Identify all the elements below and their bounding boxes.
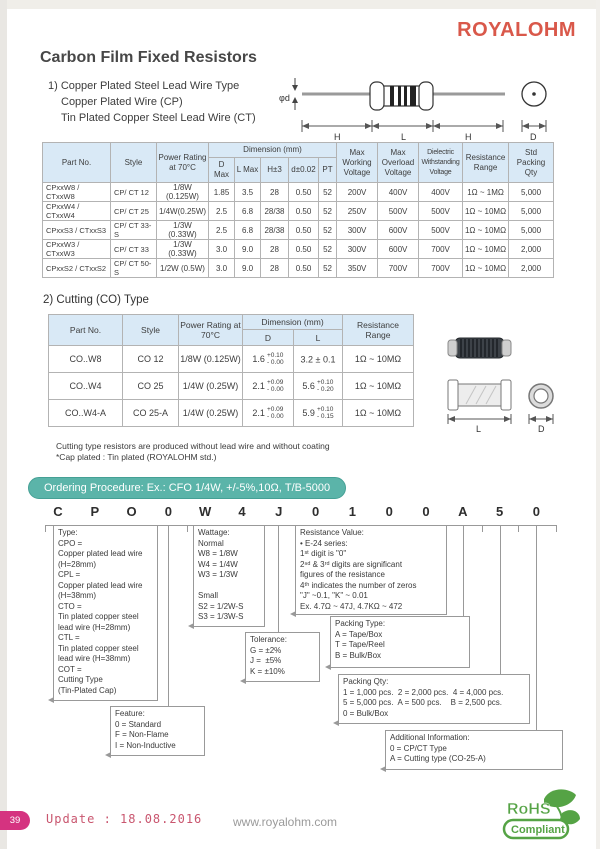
cell: CP/ CT 12 <box>111 183 157 202</box>
additional-info-box <box>385 730 563 770</box>
resistor-end-cap <box>419 82 433 110</box>
box-title: Additional Information: <box>390 733 470 742</box>
box-title: Tolerance: <box>250 635 287 644</box>
box-title: Feature: <box>115 709 145 718</box>
box-line: 1ˢᵗ digit is "0" <box>300 549 347 558</box>
box-line: (Tin-Plated Cap) <box>58 685 117 695</box>
box-line: 0 = CP/CT Type <box>390 743 447 753</box>
box-line: lead wire (H=38mm) <box>58 654 131 663</box>
cell: CPxxW3 / CTxxW3 <box>43 240 111 259</box>
box-line: 0 = Standard <box>115 719 162 729</box>
col-header-l-max: L Max <box>235 158 261 183</box>
feature-codes-box <box>110 706 205 756</box>
box-line: Ex. 4.7Ω ~ 47J, 4.7KΩ ~ 472 <box>300 601 403 611</box>
box-line: A = Tape/Box <box>335 629 383 639</box>
cell: 1Ω ~ 10MΩ <box>343 400 414 427</box>
cell: 5,000 <box>509 183 554 202</box>
dimension-lines <box>448 414 553 424</box>
cell: 6.8 <box>235 221 261 240</box>
subtitle-line: 1) Copper Plated Steel Lead Wire Type <box>48 80 240 92</box>
cp-ct-table <box>42 142 554 278</box>
box-line: 0 = Bulk/Box <box>343 708 389 718</box>
cell: 1Ω ~ 1MΩ <box>463 183 509 202</box>
section2-title: 2) Cutting (CO) Type <box>43 294 149 306</box>
connector-line <box>536 525 537 730</box>
cell: 2,000 <box>509 240 554 259</box>
box-line: T = Tape/Reel <box>335 640 385 649</box>
rohs-compliant-logo <box>502 789 582 845</box>
subtitle-line: Tin Plated Copper Steel Lead Wire (CT) <box>61 112 256 124</box>
col-header-d002: d±0.02 <box>289 158 319 183</box>
cell: 1Ω ~ 10MΩ <box>463 259 509 278</box>
connector-line <box>500 525 501 674</box>
box-line: J = ±5% <box>250 656 282 665</box>
box-line: lead wire (H=28mm) <box>58 622 131 632</box>
cell: 700V <box>419 259 463 278</box>
resistor-dimension-diagram <box>278 72 568 144</box>
box-line: CTO = <box>58 601 82 611</box>
code-char: O <box>126 504 137 519</box>
cell: CPxxS2 / CTxxS2 <box>43 259 111 278</box>
cell: 500V <box>419 221 463 240</box>
cell: 2.5 <box>209 202 235 221</box>
cell: 3.0 <box>209 259 235 278</box>
cell: 400V <box>378 183 419 202</box>
note-line: *Cap plated : Tin plated (ROYALOHM std.) <box>56 452 217 462</box>
type-codes-box <box>53 525 158 701</box>
code-char: 0 <box>385 504 393 519</box>
update-date: Update : 18.08.2016 <box>46 812 203 826</box>
cell: CO..W4-A <box>49 400 123 427</box>
box-line: G = ±2% <box>250 645 282 655</box>
cp-ct-table-body <box>43 183 554 278</box>
code-char: 1 <box>348 504 356 519</box>
cell: 1Ω ~ 10MΩ <box>463 240 509 259</box>
box-line: Small <box>198 591 219 600</box>
cell: 9.0 <box>235 259 261 278</box>
cell: 5,000 <box>509 202 554 221</box>
cell: 500V <box>378 202 419 221</box>
table-row <box>49 400 414 427</box>
cell: CP/ CT 50-S <box>111 259 157 278</box>
code-char: P <box>90 504 100 519</box>
cell: CPxxS3 / CTxxS3 <box>43 221 111 240</box>
cell: 2,000 <box>509 259 554 278</box>
co-table <box>48 314 414 427</box>
box-title: Resistance Value: <box>300 528 364 537</box>
box-line: "J" ~0.1, "K" ~ 0.01 <box>300 591 368 600</box>
col-header-l: L <box>294 330 343 346</box>
cell: 52 <box>319 221 337 240</box>
box-line: 4ᵗʰ indicates the number of zeros <box>300 580 417 590</box>
cell: 28 <box>261 240 289 259</box>
col-header-h3: H±3 <box>261 158 289 183</box>
code-char: A <box>458 504 468 519</box>
page-number-badge: 39 <box>0 811 30 830</box>
cell: 28 <box>261 183 289 202</box>
box-line: Cutting Type <box>58 675 103 684</box>
box-line: I = Non-Inductive <box>115 740 176 750</box>
cell: 500V <box>419 202 463 221</box>
cell: 1/4W(0.25W) <box>157 202 209 221</box>
box-line: 5 = 5,000 pcs. A = 500 pcs. B = 2,500 pcs. <box>343 698 502 707</box>
box-line: COT = <box>58 664 82 674</box>
box-line: B = Bulk/Box <box>335 650 382 660</box>
code-char: 0 <box>164 504 172 519</box>
table-row <box>43 202 554 221</box>
cell: CPxxW8 / CTxxW8 <box>43 183 111 202</box>
cell: 1.6 +0.10 - 0.00 <box>243 346 294 373</box>
cell: 3.5 <box>235 183 261 202</box>
cell: 2.1 +0.09 - 0.00 <box>243 373 294 400</box>
cell: 0.50 <box>289 240 319 259</box>
cell: 9.0 <box>235 240 261 259</box>
dim-l-label: L <box>476 424 482 434</box>
cell: 52 <box>319 259 337 278</box>
col-header-d-max: D Max <box>209 158 235 183</box>
cell: 3.0 <box>209 240 235 259</box>
ordering-procedure-pill: Ordering Procedure: Ex.: CFO 1/4W, +/-5%,10Ω, T/B-5000 <box>28 477 346 499</box>
subtitle-line: Copper Plated Wire (CP) <box>61 96 183 108</box>
cell: CO 25-A <box>123 400 179 427</box>
dim-d-label: D <box>530 132 537 142</box>
cell: 1/3W (0.33W) <box>157 240 209 259</box>
connector-line <box>463 525 464 616</box>
box-title: Packing Qty: <box>343 677 389 686</box>
wattage-codes-box <box>193 525 265 627</box>
box-line: W4 = 1/4W <box>198 559 238 569</box>
tolerance-codes-box <box>245 632 320 682</box>
col-header-dimension: Dimension (mm) <box>243 315 343 330</box>
col-header-resistance-range: Resistance Range <box>463 143 509 183</box>
table2-notes <box>56 441 330 463</box>
table-row <box>43 259 554 278</box>
cell: 28/38 <box>261 202 289 221</box>
col-header-part-no: Part No. <box>43 143 111 183</box>
box-line: figures of the resistance <box>300 570 385 579</box>
col-header-power: Power Rating at 70°C <box>157 143 209 183</box>
cell: 28 <box>261 259 289 278</box>
box-line: K = ±10% <box>250 666 285 676</box>
box-line: (H=28mm) <box>58 559 97 569</box>
cell: CP/ CT 25 <box>111 202 157 221</box>
col-header-power: Power Rating at 70°C <box>179 315 243 346</box>
code-char: J <box>275 504 283 519</box>
cell: 5,000 <box>509 221 554 240</box>
note-line: Cutting type resistors are produced without lead wire and without coating <box>56 441 330 451</box>
cell: 1Ω ~ 10MΩ <box>343 373 414 400</box>
col-header-d: D <box>243 330 294 346</box>
cell: 6.8 <box>235 202 261 221</box>
royalohm-logo: ROYALOHM <box>457 19 576 41</box>
cell: 28/38 <box>261 221 289 240</box>
cell: 3.2 ± 0.1 <box>294 346 343 373</box>
dimension-lines <box>302 120 546 132</box>
col-header-style: Style <box>111 143 157 183</box>
cell: 700V <box>419 240 463 259</box>
box-line: 2ⁿᵈ & 3ʳᵈ digits are significant <box>300 559 403 569</box>
cell: 600V <box>378 240 419 259</box>
col-header-max-working: Max Working Voltage <box>337 143 378 183</box>
code-char: 5 <box>495 504 504 519</box>
cell: CP/ CT 33 <box>111 240 157 259</box>
cell: 1/2W (0.5W) <box>157 259 209 278</box>
box-title: Packing Type: <box>335 619 386 628</box>
scan-edge-top <box>0 0 600 9</box>
dim-d-label: D <box>538 424 545 434</box>
box-line: Copper plated lead wire <box>58 549 143 558</box>
dim-l-label: L <box>401 132 407 142</box>
code-char: W <box>199 504 212 519</box>
cell: CO 25 <box>123 373 179 400</box>
cell: CO 12 <box>123 346 179 373</box>
col-header-resistance-range: Resistance Range <box>343 315 414 346</box>
col-header-dimension: Dimension (mm) <box>209 143 337 158</box>
code-char: C <box>53 504 63 519</box>
cell: 52 <box>319 202 337 221</box>
box-line: S2 = 1/2W-S <box>198 601 244 611</box>
cell: 2.5 <box>209 221 235 240</box>
cell: CO..W4 <box>49 373 123 400</box>
cell: 1/3W (0.33W) <box>157 221 209 240</box>
connector-line <box>168 525 169 706</box>
box-title: Type: <box>58 528 78 537</box>
box-line <box>198 581 260 592</box>
cell: 1/4W (0.25W) <box>179 373 243 400</box>
box-line: Normal <box>198 538 224 548</box>
box-line: S3 = 1/3W-S <box>198 612 244 621</box>
rohs-text: RoHS <box>507 801 551 818</box>
box-title: Wattage: <box>198 528 230 537</box>
cell: 1Ω ~ 10MΩ <box>343 346 414 373</box>
cell: 52 <box>319 183 337 202</box>
cell: 400V <box>419 183 463 202</box>
code-char: 0 <box>311 504 320 519</box>
cell: 0.50 <box>289 221 319 240</box>
cell: CO..W8 <box>49 346 123 373</box>
cutting-drawing-cap <box>501 380 511 410</box>
code-char: 0 <box>422 504 430 519</box>
box-line: A = Cutting type (CO-25-A) <box>390 754 486 763</box>
cell: 1/8W (0.125W) <box>157 183 209 202</box>
dim-h-label: H <box>465 132 472 142</box>
dim-h-label: H <box>334 132 341 142</box>
box-line: W8 = 1/8W <box>198 549 238 558</box>
coil-resistor-cap <box>448 340 457 356</box>
cutting-type-images <box>446 318 566 436</box>
scan-edge-right <box>596 0 600 849</box>
cell: 5.6 +0.10 - 0.20 <box>294 373 343 400</box>
cell: CP/ CT 33-S <box>111 221 157 240</box>
code-char: 4 <box>238 504 246 519</box>
cell: 1Ω ~ 10MΩ <box>463 221 509 240</box>
cell: 300V <box>337 240 378 259</box>
box-line: Copper plated lead wire <box>58 580 143 590</box>
box-line: CPL = <box>58 570 81 579</box>
box-line: CPO = <box>58 538 83 548</box>
ordering-code-diagram <box>45 504 585 789</box>
cell: 350V <box>337 259 378 278</box>
packing-type-box <box>330 616 470 668</box>
cell: 0.50 <box>289 259 319 278</box>
resistance-value-box <box>295 525 447 615</box>
cell: 600V <box>378 221 419 240</box>
box-line: F = Non-Flame <box>115 730 169 739</box>
compliant-text: Compliant <box>511 824 565 836</box>
box-line: CTL = <box>58 633 80 642</box>
cell: 700V <box>378 259 419 278</box>
co-table-body <box>49 346 414 427</box>
phi-d-label: φd <box>279 93 290 103</box>
packing-qty-box <box>338 674 530 724</box>
cell: 0.50 <box>289 202 319 221</box>
table-row <box>49 373 414 400</box>
col-header-pt: PT <box>319 158 337 183</box>
col-header-max-overload: Max Overload Voltage <box>378 143 419 183</box>
cell: 0.50 <box>289 183 319 202</box>
cell: 5.9 +0.10 - 0.15 <box>294 400 343 427</box>
cell: 2.1 +0.09 - 0.00 <box>243 400 294 427</box>
website-url[interactable]: www.royalohm.com <box>232 815 338 829</box>
box-line: Tin plated copper steel <box>58 643 139 653</box>
cutting-drawing-cap <box>448 380 458 410</box>
table-row <box>43 240 554 259</box>
col-header-style: Style <box>123 315 179 346</box>
col-header-part-no: Part No. <box>49 315 123 346</box>
box-line: Tin plated copper steel <box>58 612 139 621</box>
cell: 52 <box>319 240 337 259</box>
connector-line <box>278 525 279 632</box>
table-row <box>43 221 554 240</box>
cell: 200V <box>337 183 378 202</box>
cell: CPxxW4 / CTxxW4 <box>43 202 111 221</box>
cell: 250V <box>337 202 378 221</box>
table-row <box>43 183 554 202</box>
box-line: W3 = 1/3W <box>198 570 238 579</box>
box-line: • E-24 series: <box>300 538 348 548</box>
resistor-end-cap <box>370 82 384 110</box>
page-title: Carbon Film Fixed Resistors <box>40 49 257 66</box>
cell: 300V <box>337 221 378 240</box>
code-char: 0 <box>532 504 540 519</box>
box-line: 1 = 1,000 pcs. 2 = 2,000 pcs. 4 = 4,000 pcs. <box>343 687 504 697</box>
table-row <box>49 346 414 373</box>
lead-wire-type-list <box>48 78 256 126</box>
cell: 1.85 <box>209 183 235 202</box>
col-header-packing-qty: Std Packing Qty <box>509 143 554 183</box>
cell: 1Ω ~ 10MΩ <box>463 202 509 221</box>
scan-edge-left <box>0 0 7 849</box>
box-line: (H=38mm) <box>58 591 97 600</box>
cell: 1/4W (0.25W) <box>179 400 243 427</box>
cell: 1/8W (0.125W) <box>179 346 243 373</box>
col-header-dielectric: Dielectric Withstanding Voltage <box>419 143 463 183</box>
coil-resistor-cap <box>502 340 511 356</box>
